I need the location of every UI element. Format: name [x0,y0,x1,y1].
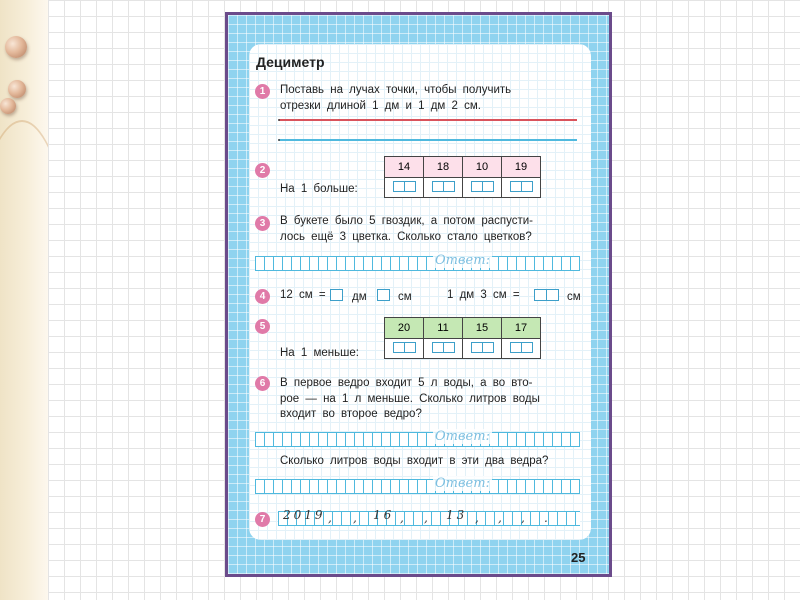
answer-line[interactable] [255,479,580,494]
task-1-text-line-1: Поставь на лучах точки, чтобы получить [280,84,512,96]
table-cell: 19 [502,157,541,178]
task-4b-unit: см [567,291,581,303]
task-6-text-line-2: рое — на 1 л меньше. Сколько литров воды [280,393,540,405]
handwritten-number: 16 [373,508,395,522]
answer-digit-boxes[interactable] [471,181,494,192]
answer-box[interactable] [330,289,343,301]
red-ray-line[interactable] [279,119,577,121]
answer-label: Ответ: [435,253,490,268]
table-cell: 14 [385,157,424,178]
answer-digit-boxes[interactable] [393,342,416,353]
answer-label: Ответ: [435,476,490,491]
task-number-7: 7 [255,512,270,527]
handwritten-number: 13 [446,508,468,522]
bead-decoration [0,98,16,114]
task-4a-unit-dm: дм [352,291,367,303]
task-number-6: 6 [255,376,270,391]
answer-digit-boxes[interactable] [534,289,559,301]
task-number-1: 1 [255,84,270,99]
task-2-label: На 1 больше: [280,183,358,195]
answer-digit-boxes[interactable] [432,342,455,353]
bead-decoration [5,36,27,58]
answer-digit-boxes[interactable] [510,181,533,192]
task-4b-expression: 1 дм 3 см = [447,289,520,301]
task-3-text-line-1: В букете было 5 гвоздик, а потом распусти- [280,215,533,227]
task-6-question-2: Сколько литров воды входит в эти два ведра? [280,455,549,467]
task-4a-expression: 12 см = [280,289,326,301]
comma: , [475,511,479,525]
comma: , [498,511,502,525]
page-number: 25 [571,550,586,565]
task-number-5: 5 [255,319,270,334]
answer-label: Ответ: [435,429,490,444]
answer-digit-boxes[interactable] [393,181,416,192]
handwritten-year: 2019 [283,508,326,522]
task-5-label: На 1 меньше: [280,347,359,359]
table-less-by-one [384,317,541,359]
ray-start-point [278,139,280,141]
table-cell: 10 [463,157,502,178]
task-number-4: 4 [255,289,270,304]
task-number-2: 2 [255,163,270,178]
workbook-page [225,12,612,577]
task-3-text-line-2: лось ещё 3 цветка. Сколько стало цветков? [280,231,532,243]
blue-ray-line[interactable] [279,139,577,141]
task-6-text-line-3: входит во второе ведро? [280,408,422,420]
table-cell: 11 [424,318,463,339]
table-cell: 17 [502,318,541,339]
comma: , [521,511,525,525]
table-cell: 20 [385,318,424,339]
ray-start-point [278,119,280,121]
bead-decoration [8,80,26,98]
dot: . [544,511,548,525]
answer-digit-boxes[interactable] [510,342,533,353]
page-title: Дециметр [256,54,325,70]
answer-digit-boxes[interactable] [432,181,455,192]
decorative-border [0,0,48,600]
comma: , [353,511,357,525]
task-6-text-line-1: В первое ведро входит 5 л воды, а во вто- [280,377,533,389]
comma: , [328,511,332,525]
table-more-by-one [384,156,541,198]
comma: , [424,511,428,525]
task-1-text-line-2: отрезки длиной 1 дм и 1 дм 2 см. [280,100,481,112]
table-cell: 15 [463,318,502,339]
answer-box[interactable] [377,289,390,301]
task-4a-unit-cm: см [398,291,412,303]
task-number-3: 3 [255,216,270,231]
table-cell: 18 [424,157,463,178]
comma: , [400,511,404,525]
answer-digit-boxes[interactable] [471,342,494,353]
answer-line[interactable] [255,256,580,271]
answer-line[interactable] [255,432,580,447]
